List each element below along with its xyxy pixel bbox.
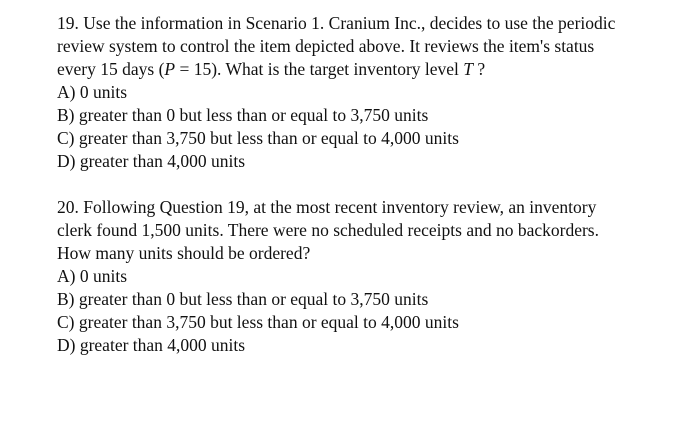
answer-option-d: D) greater than 4,000 units bbox=[57, 151, 246, 171]
stem-text: ? bbox=[473, 59, 486, 79]
stem-text: every 15 days ( bbox=[57, 59, 165, 79]
stem-line: How many units should be ordered? bbox=[57, 243, 311, 263]
stem-line: 20. Following Question 19, at the most recent inventory review, an inventory bbox=[57, 197, 597, 217]
answer-option-c: C) greater than 3,750 but less than or equal to 4,000 units bbox=[57, 128, 459, 148]
answer-option-a: A) 0 units bbox=[57, 82, 127, 102]
question-19 bbox=[57, 12, 687, 173]
answer-option-d: D) greater than 4,000 units bbox=[57, 335, 246, 355]
answer-option-a: A) 0 units bbox=[57, 266, 127, 286]
variable-t: T bbox=[463, 59, 474, 79]
variable-p: P bbox=[164, 59, 176, 79]
answer-option-b: B) greater than 0 but less than or equal to 3,750 units bbox=[57, 105, 429, 125]
question-20 bbox=[57, 196, 687, 357]
question-stem bbox=[57, 196, 687, 265]
stem-line bbox=[57, 58, 687, 81]
answer-option-b: B) greater than 0 but less than or equal to 3,750 units bbox=[57, 289, 429, 309]
stem-text: = 15). What is the target inventory level bbox=[175, 59, 464, 79]
answer-option-c: C) greater than 3,750 but less than or equal to 4,000 units bbox=[57, 312, 459, 332]
stem-line: review system to control the item depicted above. It reviews the item's status bbox=[57, 36, 595, 56]
question-stem bbox=[57, 12, 687, 81]
stem-line: clerk found 1,500 units. There were no scheduled receipts and no backorders. bbox=[57, 220, 599, 240]
stem-line: 19. Use the information in Scenario 1. Cranium Inc., decides to use the periodic bbox=[57, 13, 616, 33]
